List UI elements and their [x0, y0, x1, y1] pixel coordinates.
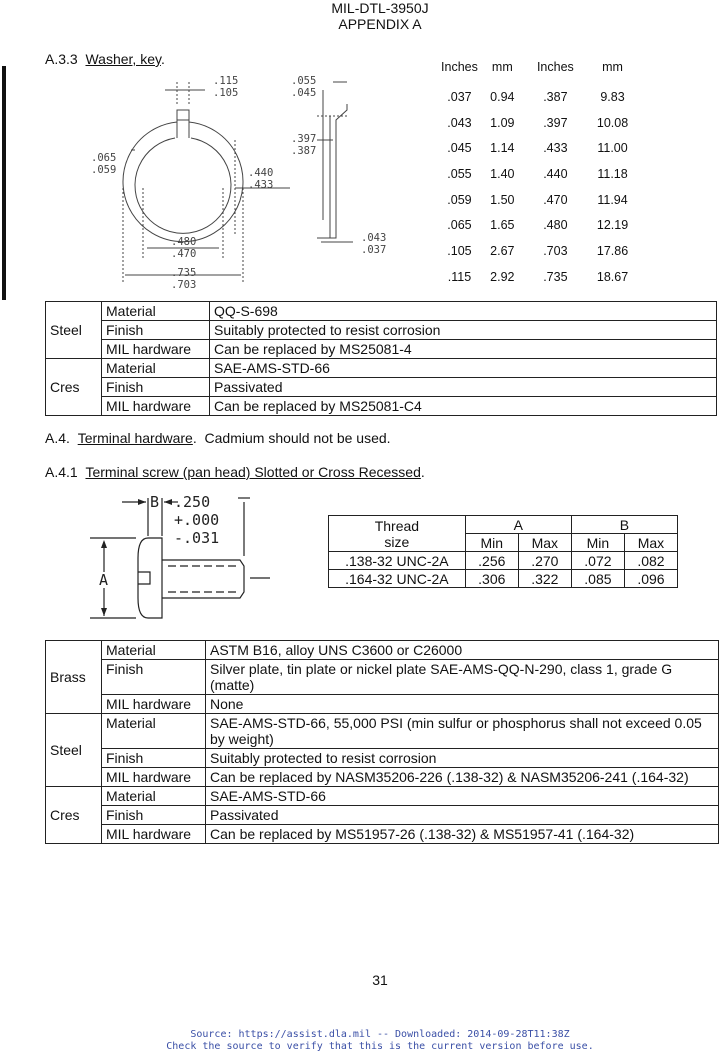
screw-title: Terminal screw (pan head) Slotted or Cross Recessed: [85, 464, 421, 480]
table-row: .164-32 UNC-2A .306 .322 .085 .096: [329, 570, 678, 588]
washer-heading: A.3.3 Washer, key.: [45, 51, 165, 67]
label-inside-dia-min: .433: [248, 179, 274, 191]
thread-table: [328, 515, 678, 588]
label-tab-length-min: .387: [291, 145, 317, 157]
conversion-row: .105 2.67 .703 17.86: [447, 243, 629, 258]
washer-spec-table: [45, 301, 717, 416]
table-row: Brass Material ASTM B16, alloy UNS C3600 or C26000: [46, 641, 719, 660]
table-row: Steel Material QQ-S-698: [46, 302, 717, 321]
label-tab-width-min: .105: [213, 87, 239, 99]
conversion-row: .045 1.14 .433 11.00: [447, 141, 628, 156]
washer-side-view: [330, 104, 347, 238]
table-row: MIL hardware Can be replaced by MS51957-26 (.138-32) & MS51957-41 (.164-32): [46, 825, 719, 844]
label-inner-left-max: .065: [91, 152, 117, 164]
label-outside-dia-max: .735: [171, 267, 197, 279]
label-bore-min: .470: [171, 248, 197, 260]
label-thickness-min: .037: [361, 244, 387, 256]
thread-size-header: Thread size: [329, 516, 466, 552]
conversion-row: .115 2.92 .735 18.67: [447, 269, 629, 284]
label-inner-left-min: .059: [91, 164, 117, 176]
table-row: MIL hardware Can be replaced by NASM35206-226 (.138-32) & NASM35206-241 (.164-32): [46, 768, 719, 787]
terminal-heading: A.4. Terminal hardware. Cadmium should not be used.: [45, 430, 391, 446]
page-number: 31: [372, 972, 388, 988]
conversion-row: .065 1.65 .480 12.19: [447, 218, 629, 233]
label-tab-length-max: .397: [291, 133, 317, 145]
table-row: Cres Material SAE-AMS-STD-66: [46, 787, 719, 806]
label-tab-height-min: .045: [291, 87, 317, 99]
label-bore-max: .480: [171, 236, 197, 248]
washer-outer-ring: [123, 122, 243, 242]
terminal-note: Cadmium should not be used.: [204, 430, 391, 446]
footer-source: Source: https://assist.dla.mil -- Downloaded: 2014-09-28T11:38Z: [190, 1029, 570, 1040]
label-tab-width-max: .115: [213, 75, 239, 87]
document-id: MIL-DTL-3950J: [331, 0, 429, 16]
washer-tab: [177, 110, 189, 138]
table-row: Cres Material SAE-AMS-STD-66: [46, 359, 717, 378]
label-thickness-max: .043: [361, 232, 387, 244]
conversion-header-row: Inches mm Inches mm: [441, 60, 623, 74]
label-tol-plus: +.000: [174, 511, 220, 529]
footer-verify: Check the source to verify that this is the current version before use.: [166, 1041, 594, 1052]
label-outside-dia-min: .703: [171, 279, 197, 291]
table-row: Finish Passivated: [46, 378, 717, 397]
label-dim-b: B: [150, 493, 160, 511]
label-inside-dia-max: .440: [248, 167, 274, 179]
table-row: Finish Silver plate, tin plate or nickel plate SAE-AMS-QQ-N-290, class 1, grade G (matte): [46, 660, 719, 695]
table-row: MIL hardware None: [46, 695, 719, 714]
change-bar: [2, 66, 6, 300]
terminal-title: Terminal hardware: [77, 430, 193, 446]
table-row: Finish Suitably protected to resist corrosion: [46, 321, 717, 340]
washer-drawing: [85, 70, 405, 295]
screw-slot: [138, 572, 150, 584]
conversion-row: .043 1.09 .397 10.08: [447, 115, 629, 130]
table-row: MIL hardware Can be replaced by MS25081-C4: [46, 397, 717, 416]
conversion-row: .059 1.50 .470 11.94: [447, 192, 628, 207]
appendix-label: APPENDIX A: [338, 16, 422, 32]
screw-drawing: [90, 488, 290, 633]
table-row: Steel Material SAE-AMS-STD-66, 55,000 PSI (min sulfur or phosphorus shall not exceed 0.05 by weight): [46, 714, 719, 749]
conversion-row: .055 1.40 .440 11.18: [447, 166, 628, 181]
label-tab-height-max: .055: [291, 75, 317, 87]
table-row: MIL hardware Can be replaced by MS25081-4: [46, 340, 717, 359]
label-tol-nominal: .250: [174, 493, 211, 511]
table-row: .138-32 UNC-2A .256 .270 .072 .082: [329, 552, 678, 570]
washer-title: Washer, key: [85, 51, 161, 67]
table-row: Finish Suitably protected to resist corrosion: [46, 749, 719, 768]
table-row: Finish Passivated: [46, 806, 719, 825]
screw-heading: A.4.1 Terminal screw (pan head) Slotted or Cross Recessed.: [45, 464, 425, 480]
screw-spec-table: [45, 640, 719, 844]
label-dim-a: A: [99, 571, 109, 589]
label-tol-minus: -.031: [174, 529, 220, 547]
conversion-table: [436, 60, 636, 290]
table-row: Min Max Min Max: [329, 534, 678, 552]
table-row: Thread size A B: [329, 516, 678, 534]
conversion-row: .037 0.94 .387 9.83: [447, 89, 625, 104]
washer-inner-ring: [135, 138, 231, 233]
